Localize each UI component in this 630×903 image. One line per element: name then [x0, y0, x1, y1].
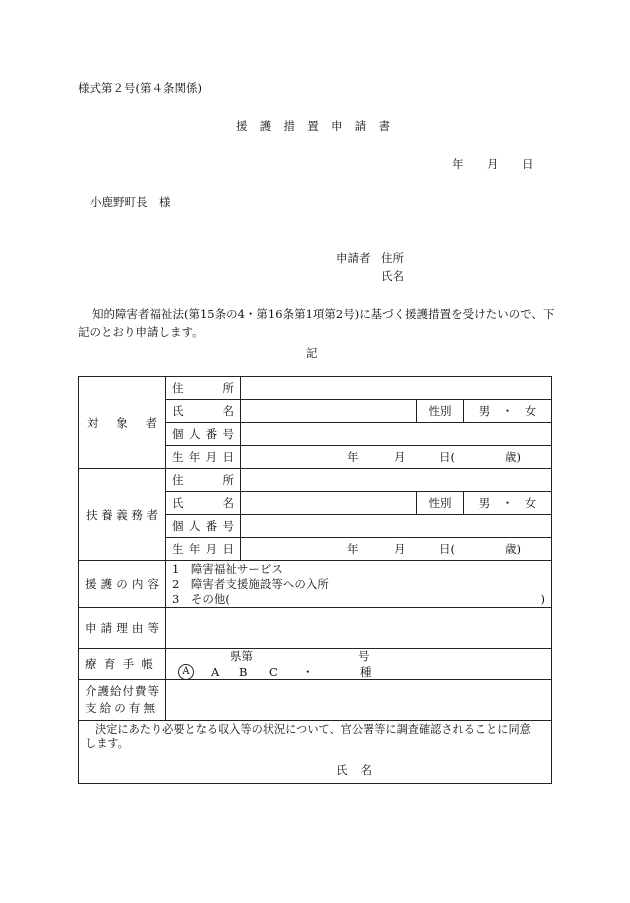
date-year: 年: [452, 157, 464, 171]
guardian-section-label: 扶 養 義 務 者: [79, 469, 166, 561]
dob-day: 日(: [439, 542, 455, 556]
title-char: 措: [283, 119, 295, 133]
dob-year: 年: [347, 542, 359, 556]
dob-age: 歳): [505, 542, 521, 556]
guardian-mynumber-field[interactable]: [241, 515, 552, 538]
notebook-field[interactable]: [166, 649, 552, 680]
subject-address-field[interactable]: [241, 377, 552, 400]
content-item-2[interactable]: 2 障害者支援施設等への入所: [172, 576, 329, 591]
care-benefit-field[interactable]: [166, 680, 552, 721]
notebook-label: 療 育 手 帳: [79, 649, 166, 680]
grade-a-circled[interactable]: A: [178, 664, 194, 680]
date-day: 日: [522, 157, 534, 171]
subject-address-label: 住 所: [166, 377, 241, 400]
applicant-address-label: 住所: [381, 251, 404, 265]
grade-dot: ・: [302, 665, 314, 679]
grade-b[interactable]: B: [239, 665, 248, 679]
consent-section: [79, 721, 552, 784]
grade-a[interactable]: A: [211, 665, 220, 679]
ki-marker: 記: [306, 346, 318, 360]
form-number: 様式第２号(第４条関係): [78, 81, 202, 95]
content-item-3[interactable]: 3 その他( ): [172, 591, 546, 606]
consent-name-label: 氏 名: [336, 763, 372, 777]
grade-c[interactable]: C: [269, 665, 278, 679]
title-char: 置: [307, 119, 319, 133]
notebook-number: 号: [358, 649, 370, 663]
content-options[interactable]: [166, 561, 552, 608]
subject-gender-options[interactable]: 男 ・ 女: [464, 400, 552, 423]
title-char: 護: [259, 119, 272, 133]
title-char: 申: [331, 119, 343, 133]
title-char: 援: [236, 119, 248, 133]
title-char: 請: [354, 119, 367, 133]
guardian-address-field[interactable]: [241, 469, 552, 492]
subject-name-label: 氏 名: [166, 400, 241, 423]
content-item-1[interactable]: 1 障害福祉サービス: [172, 561, 283, 576]
subject-gender-label: 性別: [417, 400, 464, 423]
guardian-name-field[interactable]: [241, 492, 417, 515]
dob-month: 月: [394, 450, 406, 464]
subject-dob-label: 生 年 月 日: [166, 446, 241, 469]
dob-day: 日(: [439, 450, 455, 464]
dob-month: 月: [394, 542, 406, 556]
reason-label: 申 請 理 由 等: [79, 608, 166, 649]
date-month: 月: [487, 157, 499, 171]
date-line: [452, 156, 464, 172]
consent-text-line2: します。: [85, 737, 129, 750]
subject-mynumber-label: 個 人 番 号: [166, 423, 241, 446]
consent-text-line1: 決定にあたり必要となる収入等の状況について、官公署等に調査確認されることに同意: [95, 723, 531, 736]
application-table: [78, 376, 552, 784]
addressee: 小鹿野町長 様: [90, 195, 171, 209]
guardian-dob-label: 生 年 月 日: [166, 538, 241, 561]
subject-dob-field[interactable]: [241, 446, 552, 469]
notebook-prefecture: 県第: [230, 649, 253, 663]
guardian-gender-options[interactable]: 男 ・ 女: [464, 492, 552, 515]
dob-age: 歳): [505, 450, 521, 464]
subject-mynumber-field[interactable]: [241, 423, 552, 446]
care-benefit-label: 介 護 給 付 費 等 支 給 の 有 無: [79, 680, 166, 721]
subject-name-field[interactable]: [241, 400, 417, 423]
guardian-dob-field[interactable]: [241, 538, 552, 561]
subject-section-label: 対 象 者: [79, 377, 166, 469]
dob-year: 年: [347, 450, 359, 464]
guardian-name-label: 氏 名: [166, 492, 241, 515]
title-char: 書: [378, 119, 390, 133]
guardian-mynumber-label: 個 人 番 号: [166, 515, 241, 538]
applicant-name-label: 氏名: [381, 269, 404, 283]
reason-field[interactable]: [166, 608, 552, 649]
body-text-line1: 知的障害者福祉法(第15条の4・第16条第1項第2号)に基づく援護措置を受けたいので、下: [92, 307, 555, 321]
applicant-label: 申請者: [336, 251, 371, 265]
document-title: [236, 118, 390, 134]
content-label: 援 護 の 内 容: [79, 561, 166, 608]
guardian-address-label: 住 所: [166, 469, 241, 492]
guardian-gender-label: 性別: [417, 492, 464, 515]
notebook-kind: 種: [360, 665, 372, 679]
body-text-line2: 記のとおり申請します。: [78, 325, 204, 339]
